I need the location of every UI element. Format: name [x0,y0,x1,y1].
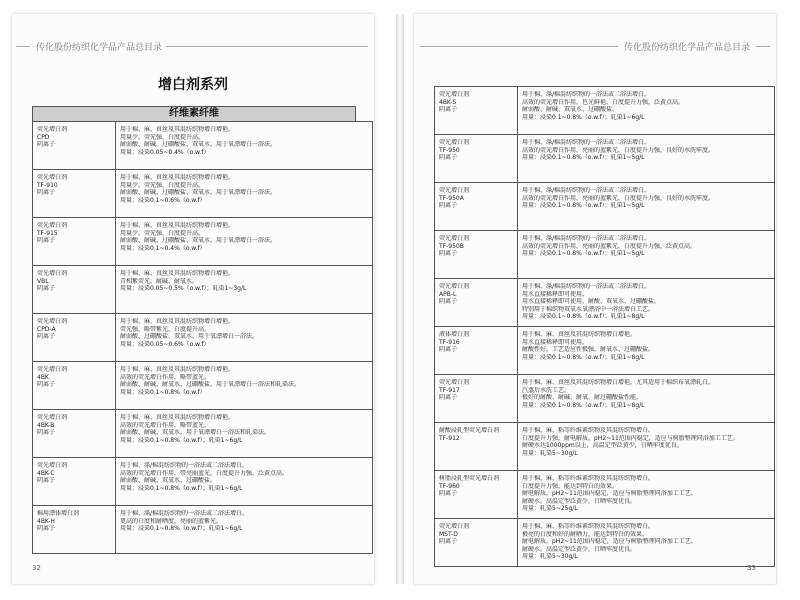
product-description-line: 耐弱酸、耐碱、过硼酸盐、双氧水。用于氧漂增白一浴法。 [120,189,277,196]
product-description-line: 用于棉、麻、真丝及其混纺织物增白增艳。 [120,270,235,277]
product-name-line: 荧光增白剂 [37,222,68,229]
product-description-line: 高效的荧光增白作用，带亮丽蓝光，白度提升力强，泛黄点高。 [120,469,289,477]
product-description-line: 更高的白度和耐晒度，亮丽的蓝紫光。 [120,517,223,525]
product-name-line: 荧光增白剂 [439,91,470,98]
product-name-line: 阴离子 [37,381,56,388]
page-number: 33 [747,564,756,572]
product-description-line: 耐弱酸、耐碱、双氧水、过硼酸盐。 [120,477,217,484]
product-name-line: 阴离子 [37,237,56,244]
product-row [435,231,775,279]
header-text: 传化股份纺织化学品产品总目录 [623,43,750,53]
product-name-cell [435,231,518,279]
product-description-line: 白度提升力强，耐电解质，pH2~11范围内稳定，适应与树脂整理同浴加工工艺。 [522,434,739,442]
product-name-line: 荧光增白剂 [37,366,68,373]
product-name-line: 阴离子 [439,106,458,113]
product-description-cell [518,231,775,279]
product-name-line: 阴离子 [37,429,56,436]
product-name-line: TF-960 [439,482,460,490]
product-description-line: 耐电解质，pH2~11范围内稳定，适应与树脂整理同浴加工工艺。 [522,538,697,545]
product-description-cell [518,327,775,375]
series-title: 增白剂系列 [158,77,228,93]
product-row [33,122,373,170]
product-description-line: 耐弱酸、耐碱、双氧水、过硼酸盐。 [522,106,619,113]
product-name-line: 荧光增白剂 [439,139,470,146]
product-description-line: 耐酸性好，工艺适应性极强，耐氧水、过硼酸盐。 [522,346,655,353]
product-description-line: 用量少，荧光强，白度提升高。 [120,133,205,141]
product-name-line: 阴离子 [439,538,458,545]
product-name-cell [33,266,116,314]
product-name-line: 阴离子 [37,333,56,340]
product-description-line: 用量：浸染0.05~0.5%（o.w.f）；轧染1~3g/L [120,285,247,292]
product-name-line: 荧光增白剂 [439,235,470,242]
product-name-cell [435,423,518,471]
product-description-line: 用于棉、麻、粘等纤维素织物及其混纺织物增白。 [522,427,655,434]
product-description-cell [518,183,775,231]
product-row [435,183,775,231]
product-name-line: 阴离子 [37,477,56,484]
product-description-line: 用量：浸染0.1~0.8%（o.w.f）；轧染1~5g/L [522,250,645,257]
product-name-line: 4BK-B [37,421,55,429]
product-name-line: 荧光增白剂 [37,174,68,181]
product-description-line: 高效的荧光增白作用，略带蓝光。 [120,373,211,381]
product-description-cell [116,314,373,362]
product-description-line: 用量少，荧光强，白度提升高。 [120,181,205,189]
product-description-line: 高效的荧光增白作用，略带蓝光。 [120,421,211,429]
product-description-line: 用于棉、麻、真丝及其混纺织物增白增艳。 [120,318,235,325]
product-description-line: 用量：浸染0.1~0.8%（o.w.f）；轧染1~8g/L [522,401,645,409]
product-description-line: 用量：浸染0.05~0.6%（o.w.f） [120,340,210,348]
product-description-cell [518,471,775,519]
product-row [435,519,775,567]
product-description-line: 用于棉、麻、粘等纤维素织物及其混纺织物增白。 [522,475,655,482]
product-description-line: 用量：浸染0.1~0.8%（o.w.f）；轧染1~6g/L [120,436,243,444]
product-name-line: 阴离子 [439,346,458,353]
product-description-line: 用于棉、涤/棉混纺织物的一浴法或二浴法增白。 [522,235,651,242]
product-description-line: 特别用于棉织物双氧水氧漂浴中一浴法增白工艺。 [522,305,655,313]
product-description-cell [116,506,373,554]
product-name-line: 阴离子 [37,189,56,196]
product-name-cell [33,122,116,170]
product-row [33,314,373,362]
product-description-line: 用于棉、涤/棉混纺织物的一浴法或二浴法增白。 [522,91,651,98]
product-description-line: 用量少，荧光强，白度提升高。 [120,229,205,237]
product-description-line: 用于棉、涤/棉混纺织物的一浴法或二浴法增白。 [120,510,249,517]
product-name-line: 液体增白剂 [439,331,470,338]
header-rule [756,46,770,47]
product-description-line: 用水直接稀释即可使用。 [522,338,589,346]
product-description-line: 用量：浸染0.1~0.8%（o.w.f）；轧染1~8g/L [522,313,645,320]
product-name-line: 荧光增白剂 [37,318,68,325]
product-description-line: 汽蒸后水洗工艺。 [522,386,571,394]
left-product-table [32,121,373,554]
product-description-line: 用于棉、麻、真丝及其混纺织物增白增艳，尤其适用于棉织布氧漂轧白。 [522,379,715,386]
product-name-cell [435,375,518,423]
product-row [33,170,373,218]
product-description-line: 极亮的白度和好的耐晒力，能达到特白的效果。 [522,530,649,538]
product-description-line: 用于棉、麻、真丝及其混纺织物增白增艳。 [120,126,235,133]
product-description-cell [518,135,775,183]
product-description-cell [518,87,775,135]
product-description-line: 耐弱酸、过硼酸盐、双氧水。用于氧漂增白一浴法。 [120,333,259,340]
product-description-cell [518,423,775,471]
product-name-cell [435,135,518,183]
product-name-cell [435,87,518,135]
product-description-line: 用于棉、涤/棉混纺织物的一浴法或二浴法增白。 [522,139,651,146]
product-description-line: 用量：轧染5~25g/L [522,505,578,512]
product-description-line: 青相紫荧光，耐碱、耐氧水。 [120,277,199,285]
product-row [33,266,373,314]
product-name-line: 阴离子 [439,250,458,257]
product-name-cell [33,410,116,458]
product-row [33,362,373,410]
product-description-cell [518,279,775,327]
page-number: 32 [32,564,41,572]
product-name-line: 荧光增白剂 [37,126,68,133]
product-name-line: 4BK [37,373,49,381]
product-description-cell [116,218,373,266]
product-name-line: TF-910 [37,181,58,189]
product-name-line: 荧光增白剂 [37,414,68,421]
product-name-cell [33,458,116,506]
product-description-cell [116,170,373,218]
product-description-line: 耐硬水达1000ppm以上，高温定型泛黄少，日晒牢度优良。 [522,442,683,449]
header-rule [16,46,30,47]
product-name-line: APB-L [439,290,457,298]
product-name-line: TF-950A [439,194,464,202]
product-name-line: 树脂浸轧型荧光增白剂 [439,475,500,482]
product-row [435,375,775,423]
product-description-line: 高效的荧光增白作用，亮丽的蓝紫光，白度提升力强，良好的水洗牢度。 [522,146,715,154]
product-description-line: 用于棉、麻、粘等纤维素织物及其混纺织物增白。 [522,523,655,530]
product-description-line: 用量：浸染0.05~0.4%（o.w.f） [120,148,210,156]
product-row [435,471,775,519]
product-name-line: 荧光增白剂 [439,187,470,194]
product-name-cell [33,218,116,266]
product-name-cell [435,519,518,567]
product-description-line: 用于棉、麻、真丝及其混纺织物增白增艳。 [120,174,235,181]
product-description-line: 耐弱酸、耐碱、双氧水。用于氧漂增白一浴法和轧染法。 [120,429,271,436]
product-name-line: TF-950B [439,242,464,250]
product-row [33,506,373,554]
product-description-line: 高效的荧光增白作用，色光鲜艳，白度提升力强，泛黄点高。 [522,98,685,106]
product-description-cell [116,266,373,314]
product-description-line: 耐弱酸、耐碱、过硼酸盐、双氧水。用于氧漂增白一浴法。 [120,141,277,148]
product-description-line: 用量：浸染0.1~0.8%（o.w.f） [120,388,206,396]
product-name-line: TF-915 [37,229,58,237]
product-name-line: CPD-A [37,325,56,333]
product-description-line: 用量：浸染0.1~0.8%（o.w.f）；轧染1~6g/L [522,113,645,121]
product-description-line: 用量：浸染0.1~0.4%（o.w.f） [120,244,206,252]
product-description-cell [116,122,373,170]
product-description-line: 用量：浸染0.1~0.8%（o.w.f）；轧染1~5g/L [522,154,645,161]
product-name-cell [435,279,518,327]
header-rule [166,46,368,47]
product-name-line: 4BK-C [37,469,55,477]
product-description-line: 极好的耐酸、耐碱、耐氧、耐过硼酸盐性能。 [522,394,643,401]
product-name-line: 阴离子 [37,525,56,532]
product-description-cell [116,362,373,410]
product-name-line: 阴离子 [439,154,458,161]
right-product-table [434,86,775,567]
product-name-line: 阴离子 [439,490,458,497]
header-rule [420,46,618,47]
product-row [435,279,775,327]
product-name-line: 阴离子 [439,394,458,401]
product-description-line: 用于棉、麻、真丝及其混纺织物增白增艳。 [522,331,637,338]
product-row [435,327,775,375]
product-row [33,458,373,506]
product-name-cell [33,170,116,218]
product-name-line: 耐酸浸轧型荧光增白剂 [439,427,500,434]
product-name-line: 棉用漂体增白剂 [37,510,80,517]
product-row [33,218,373,266]
book-gutter [396,14,404,584]
product-description-line: 用量：轧染5~30g/L [522,553,578,560]
product-description-line: 用于棉、涤/棉混纺织物的一浴法或二浴法增白。 [522,283,651,290]
product-name-line: 阴离子 [37,141,56,148]
product-description-cell [518,375,775,423]
product-description-cell [116,410,373,458]
product-description-line: 用量：浸染0.1~0.8%（o.w.f）；轧染1~6g/L [120,525,243,532]
product-name-line: 荧光增白剂 [37,462,68,469]
product-description-line: 用于棉、麻、真丝及其混纺织物增白增艳。 [120,222,235,229]
product-name-line: 荧光增白剂 [439,379,470,386]
product-description-line: 用量：浸染0.1~0.8%（o.w.f）；轧染1~6g/L [120,484,243,492]
product-description-cell [518,519,775,567]
product-description-line: 用量：浸染0.1~0.8%（o.w.f）；轧染1~8g/L [522,353,645,361]
product-row [435,423,775,471]
product-name-line: 荧光增白剂 [37,270,68,277]
product-name-cell [33,314,116,362]
product-description-line: 用于棉、涤/棉混纺织物的一浴法或二浴法增白。 [522,187,651,194]
product-description-line: 耐硬水，高温定型泛黄少，日晒牢度优良。 [522,497,637,505]
product-description-line: 用于棉、麻、真丝及其混纺织物增白增艳。 [120,366,235,373]
section-heading: 纤维素纤维 [32,106,356,122]
left-page [12,14,374,584]
product-name-line: VBL [37,277,49,285]
product-name-cell [435,471,518,519]
product-name-cell [33,362,116,410]
product-description-cell [116,458,373,506]
product-name-line: TF-912 [439,434,460,442]
product-name-line: 4BK-H [37,517,55,525]
product-description-line: 用量：轧染5~30g/L [522,449,578,457]
product-name-line: MST-D [439,530,458,538]
product-row [33,410,373,458]
right-page-header [414,40,776,53]
product-description-line: 高效的荧光增白作用，亮丽的蓝紫光，白度提升力强，泛黄点高。 [522,242,697,250]
product-name-cell [435,327,518,375]
product-name-line: 荧光增白剂 [439,283,470,290]
header-text: 传化股份纺织化学品产品总目录 [36,43,163,53]
product-description-line: 耐硬水，高温定型泛黄少，日晒牢度优良。 [522,545,637,553]
product-description-line: 耐弱酸、耐碱、耐氧水、过硼酸盐。用于氧漂增白一浴法和轧染法。 [120,381,301,388]
product-description-line: 高效的荧光增白作用，亮丽的蓝紫光，白度提升力强，良好的水洗牢度。 [522,194,715,202]
product-name-line: 荧光增白剂 [439,523,470,530]
product-name-line: 阴离子 [439,298,458,305]
product-description-line: 用于棉、涤/棉混纺织物的一浴法或二浴法增白。 [120,462,249,469]
product-name-line: 4BK-S [439,98,457,106]
product-name-line: CPD [37,133,50,141]
product-description-line: 荧光强，略带紫光，白度提升高。 [120,325,211,333]
product-name-cell [435,183,518,231]
product-name-line: TF-917 [439,386,460,394]
product-description-line: 耐弱酸、耐碱、过硼酸盐、双氧水。用于氧漂增白一浴法。 [120,237,277,244]
product-row [435,135,775,183]
product-description-line: 用量：浸染0.1~0.8%（o.w.f）；轧染1~5g/L [522,202,645,209]
product-name-cell [33,506,116,554]
product-description-line: 耐电解质，pH2~11范围内稳定，适应与树脂整理同浴加工工艺。 [522,490,697,497]
product-description-line: 用量：浸染0.1~0.6%（o.w.f） [120,196,206,204]
product-description-line: 用于棉、麻、真丝及其混纺织物增白增艳。 [120,414,235,421]
product-name-line: 阴离子 [439,202,458,209]
right-page [414,14,776,584]
product-name-line: 阴离子 [37,285,56,292]
product-name-line: TF-916 [439,338,460,346]
product-description-line: 白度提升力强，能达到特白的效果。 [522,482,619,490]
product-description-line: 用水直接稀释即可使用，耐酸、双氧水、过硼酸盐。 [522,298,661,305]
product-row [435,87,775,135]
product-description-line: 用水直接稀释即可使用。 [522,290,589,298]
left-page-header [12,40,374,53]
product-name-line: TF-950 [439,146,460,154]
